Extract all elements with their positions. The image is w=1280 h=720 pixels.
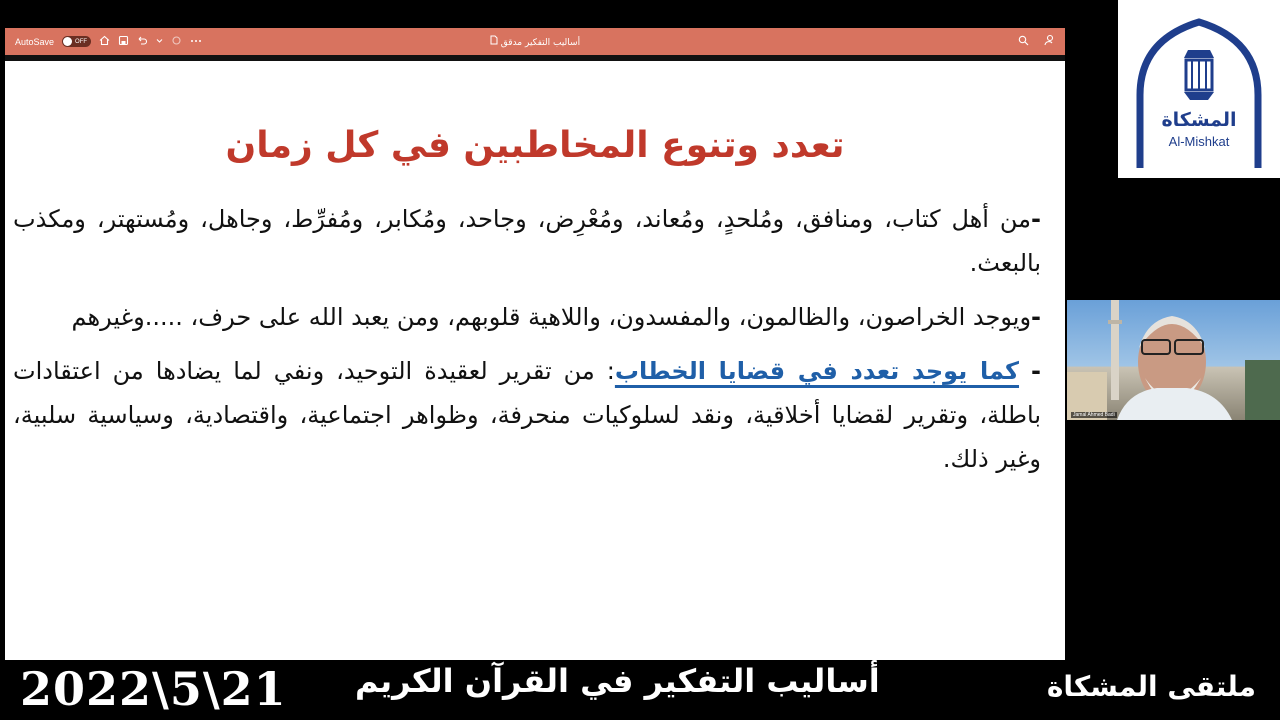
speaker-video-frame [1067,300,1280,420]
app-titlebar [5,28,1065,55]
redo-icon[interactable] [171,35,182,49]
save-icon[interactable] [118,35,129,49]
autosave-state: OFF [75,38,88,45]
logo-latin: Al-Mishkat [1168,134,1230,149]
webcam-video [1067,300,1280,420]
home-icon[interactable] [99,35,110,49]
bullet-dash: - [1031,205,1041,233]
undo-icon[interactable] [137,35,148,49]
undo-dropdown-icon[interactable] [156,35,163,49]
lecture-date: 2022\5\21 [20,662,287,716]
bullet-1 [13,197,1041,285]
logo-arabic: المشكاة [1161,109,1237,131]
slide-title: تعدد وتنوع المخاطبين في كل زمان [225,125,845,166]
bullet-2-text: ويوجد الخراصون، والظالمون، والمفسدون، واللاهية قلوبهم، ومن يعبد الله على حرف، .....وغيرهم [71,303,1032,331]
bullet-2 [13,295,1041,339]
search-icon[interactable] [1018,35,1029,49]
share-icon[interactable] [1043,34,1055,49]
mishkat-lantern-icon [1118,0,1280,178]
bullet-dash: - [1031,357,1041,385]
bullet-3 [13,349,1041,481]
bullet-1-text: من أهل كتاب، ومنافق، ومُلحدٍ، ومُعاند، ومُعْرِض، وجاحد، ومُكابر، ومُفرِّط، وجاهل، ومُستهتر، ومكذب بالبعث. [13,205,1041,277]
more-options-icon[interactable] [190,35,202,49]
bottom-banner [0,660,1280,720]
bullet-dash: - [1031,303,1041,331]
slide-top-border [5,55,1065,61]
forum-name: ملتقى المشكاة [1046,670,1256,703]
al-mishkat-logo [1118,0,1280,178]
lecture-title: أساليب التفكير في القرآن الكريم [355,662,880,700]
bullet-3-highlight: كما يوجد تعدد في قضايا الخطاب [614,357,1020,385]
autosave-label: AutoSave [15,36,55,47]
autosave-toggle[interactable] [62,36,91,47]
titlebar-left-group [5,35,202,49]
toggle-knob [63,37,72,46]
slide-canvas [5,55,1065,660]
document-title-text: أساليب التفكير مدقق [500,38,581,48]
slide-content [13,197,1041,491]
participant-name: Jamal Ahmed Badi [1073,412,1115,418]
bullet-3-text: : من تقرير لعقيدة التوحيد، ونفي لما يضادها من اعتقادات باطلة، وتقرير لقضايا أخلاقية، ونقد لسلوكيات منحرفة، وظواهر اجتماعية، واقتصادية، وسياسية سلبية، وغير ذلك. [13,357,1041,473]
document-icon [490,35,498,48]
document-title[interactable] [490,38,580,48]
titlebar-right-group [1018,28,1055,55]
